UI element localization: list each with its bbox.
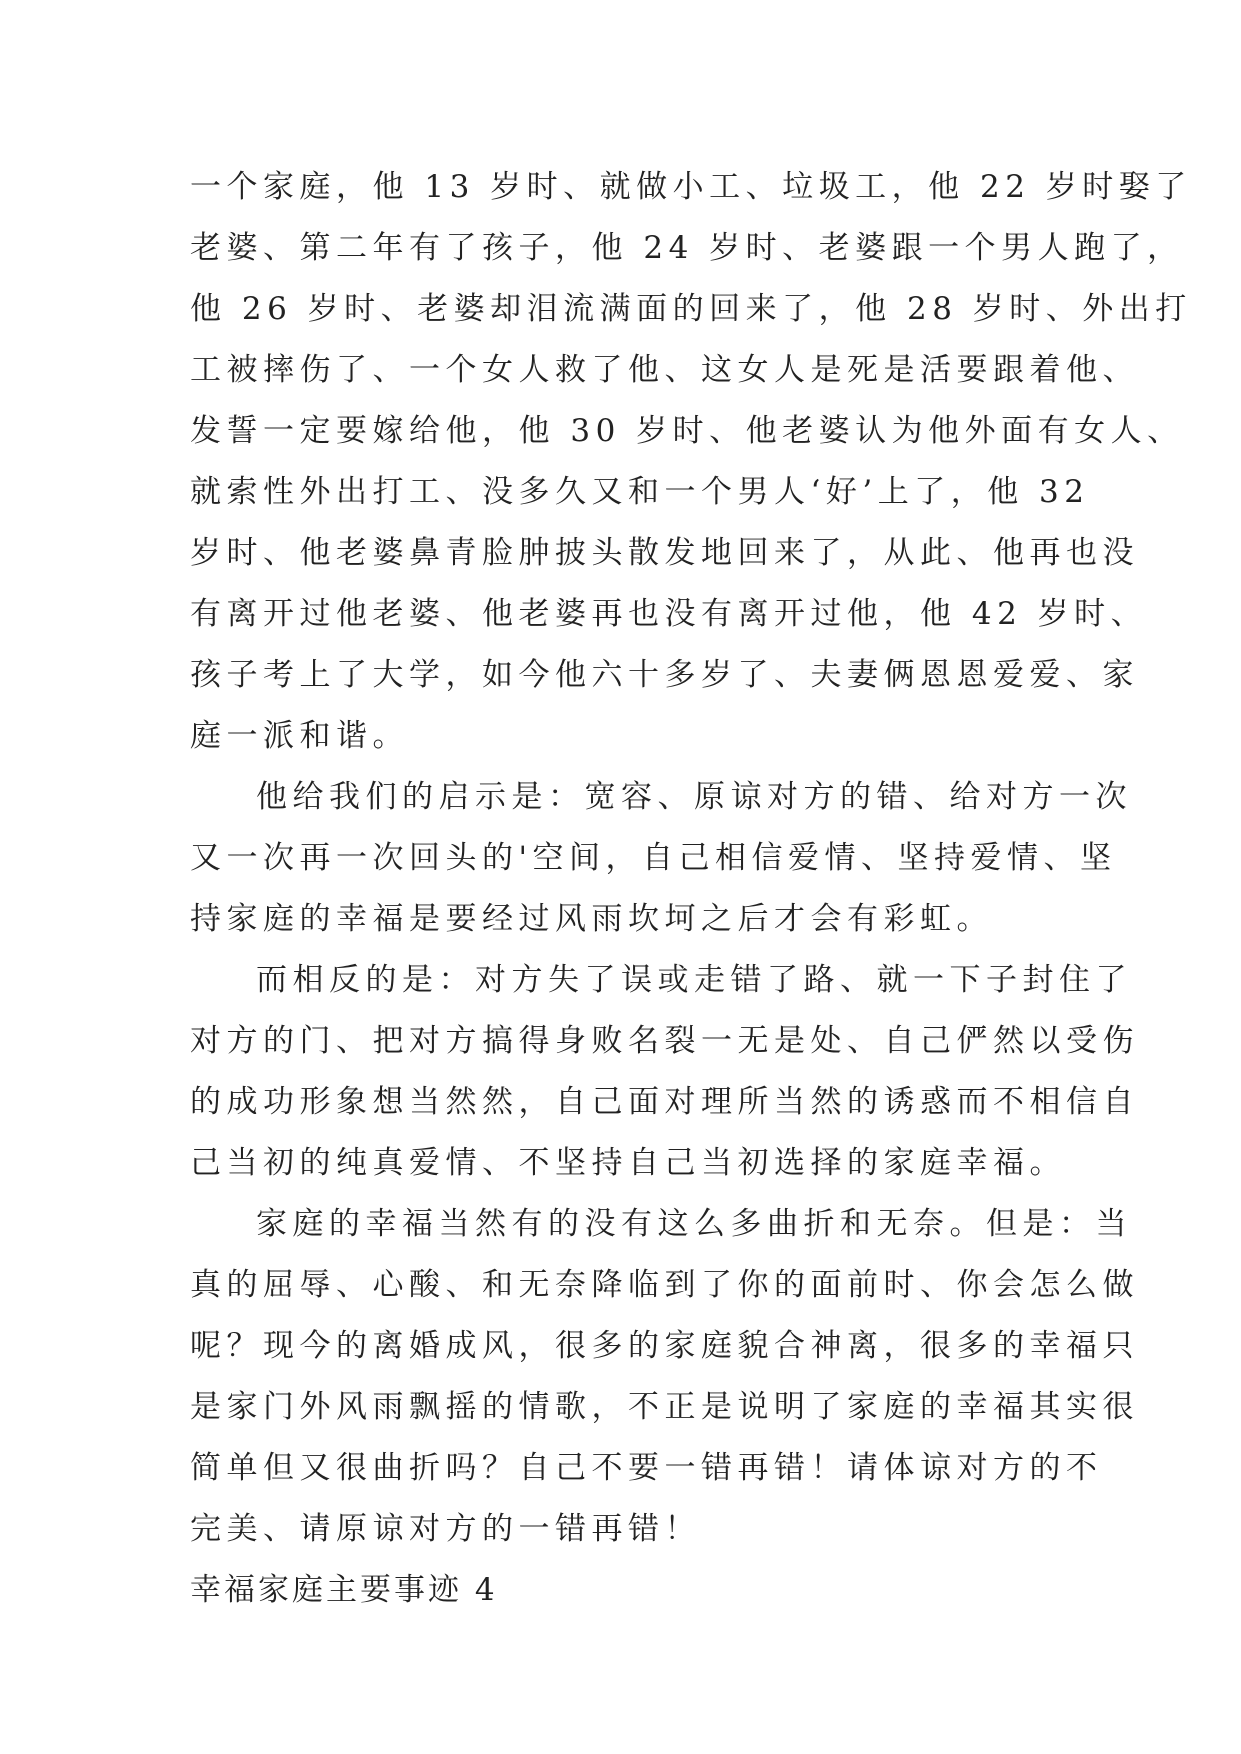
text-line: 持家庭的幸福是要经过风雨坎坷之后才会有彩虹。 [190, 901, 993, 937]
text-line: 呢？现今的离婚成风，很多的家庭貌合神离，很多的幸福只 [190, 1328, 1139, 1364]
text-line: 一个家庭，他 13 岁时、就做小工、垃圾工，他 22 岁时娶了 [190, 169, 1192, 205]
text-line: 是家门外风雨飘摇的情歌，不正是说明了家庭的幸福其实很 [190, 1389, 1139, 1425]
text-line: 的成功形象想当然然，自己面对理所当然的诱惑而不相信自 [190, 1084, 1139, 1120]
text-line: 孩子考上了大学，如今他六十多岁了、夫妻俩恩恩爱爱、家 [190, 657, 1139, 693]
text-line: 就索性外出打工、没多久又和一个男人‘好’上了，他 32 [190, 474, 1090, 510]
document-body [190, 157, 1192, 1621]
text-line: 己当初的纯真爱情、不坚持自己当初选择的家庭幸福。 [190, 1145, 1066, 1181]
text-line: 发誓一定要嫁给他，他 30 岁时、他老婆认为他外面有女人、 [190, 413, 1184, 449]
text-line: 又一次再一次回头的'空间，自己相信爱情、坚持爱情、坚 [190, 840, 1117, 876]
text-line: 庭一派和谐。 [190, 718, 409, 754]
text-line: 老婆、第二年有了孩子，他 24 岁时、老婆跟一个男人跑了， [190, 230, 1184, 266]
text-line: 简单但又很曲折吗？自己不要一错再错！请体谅对方的不 [190, 1450, 1103, 1486]
text-line-indented: 家庭的幸福当然有的没有这么多曲折和无奈。但是：当 [256, 1206, 1132, 1242]
text-line: 岁时、他老婆鼻青脸肿披头散发地回来了，从此、他再也没 [190, 535, 1139, 571]
text-line: 完美、请原谅对方的一错再错！ [190, 1511, 701, 1547]
text-line: 他 26 岁时、老婆却泪流满面的回来了，他 28 岁时、外出打 [190, 291, 1192, 327]
text-line: 真的屈辱、心酸、和无奈降临到了你的面前时、你会怎么做 [190, 1267, 1139, 1303]
text-line: 对方的门、把对方搞得身败名裂一无是处、自己俨然以受伤 [190, 1023, 1139, 1059]
text-line-indented: 他给我们的启示是：宽容、原谅对方的错、给对方一次 [256, 779, 1132, 815]
text-line: 工被摔伤了、一个女人救了他、这女人是死是活要跟着他、 [190, 352, 1139, 388]
section-heading: 幸福家庭主要事迹 4 [190, 1572, 498, 1608]
text-line: 有离开过他老婆、他老婆再也没有离开过他，他 42 岁时、 [190, 596, 1148, 632]
text-line-indented: 而相反的是：对方失了误或走错了路、就一下子封住了 [256, 962, 1132, 998]
